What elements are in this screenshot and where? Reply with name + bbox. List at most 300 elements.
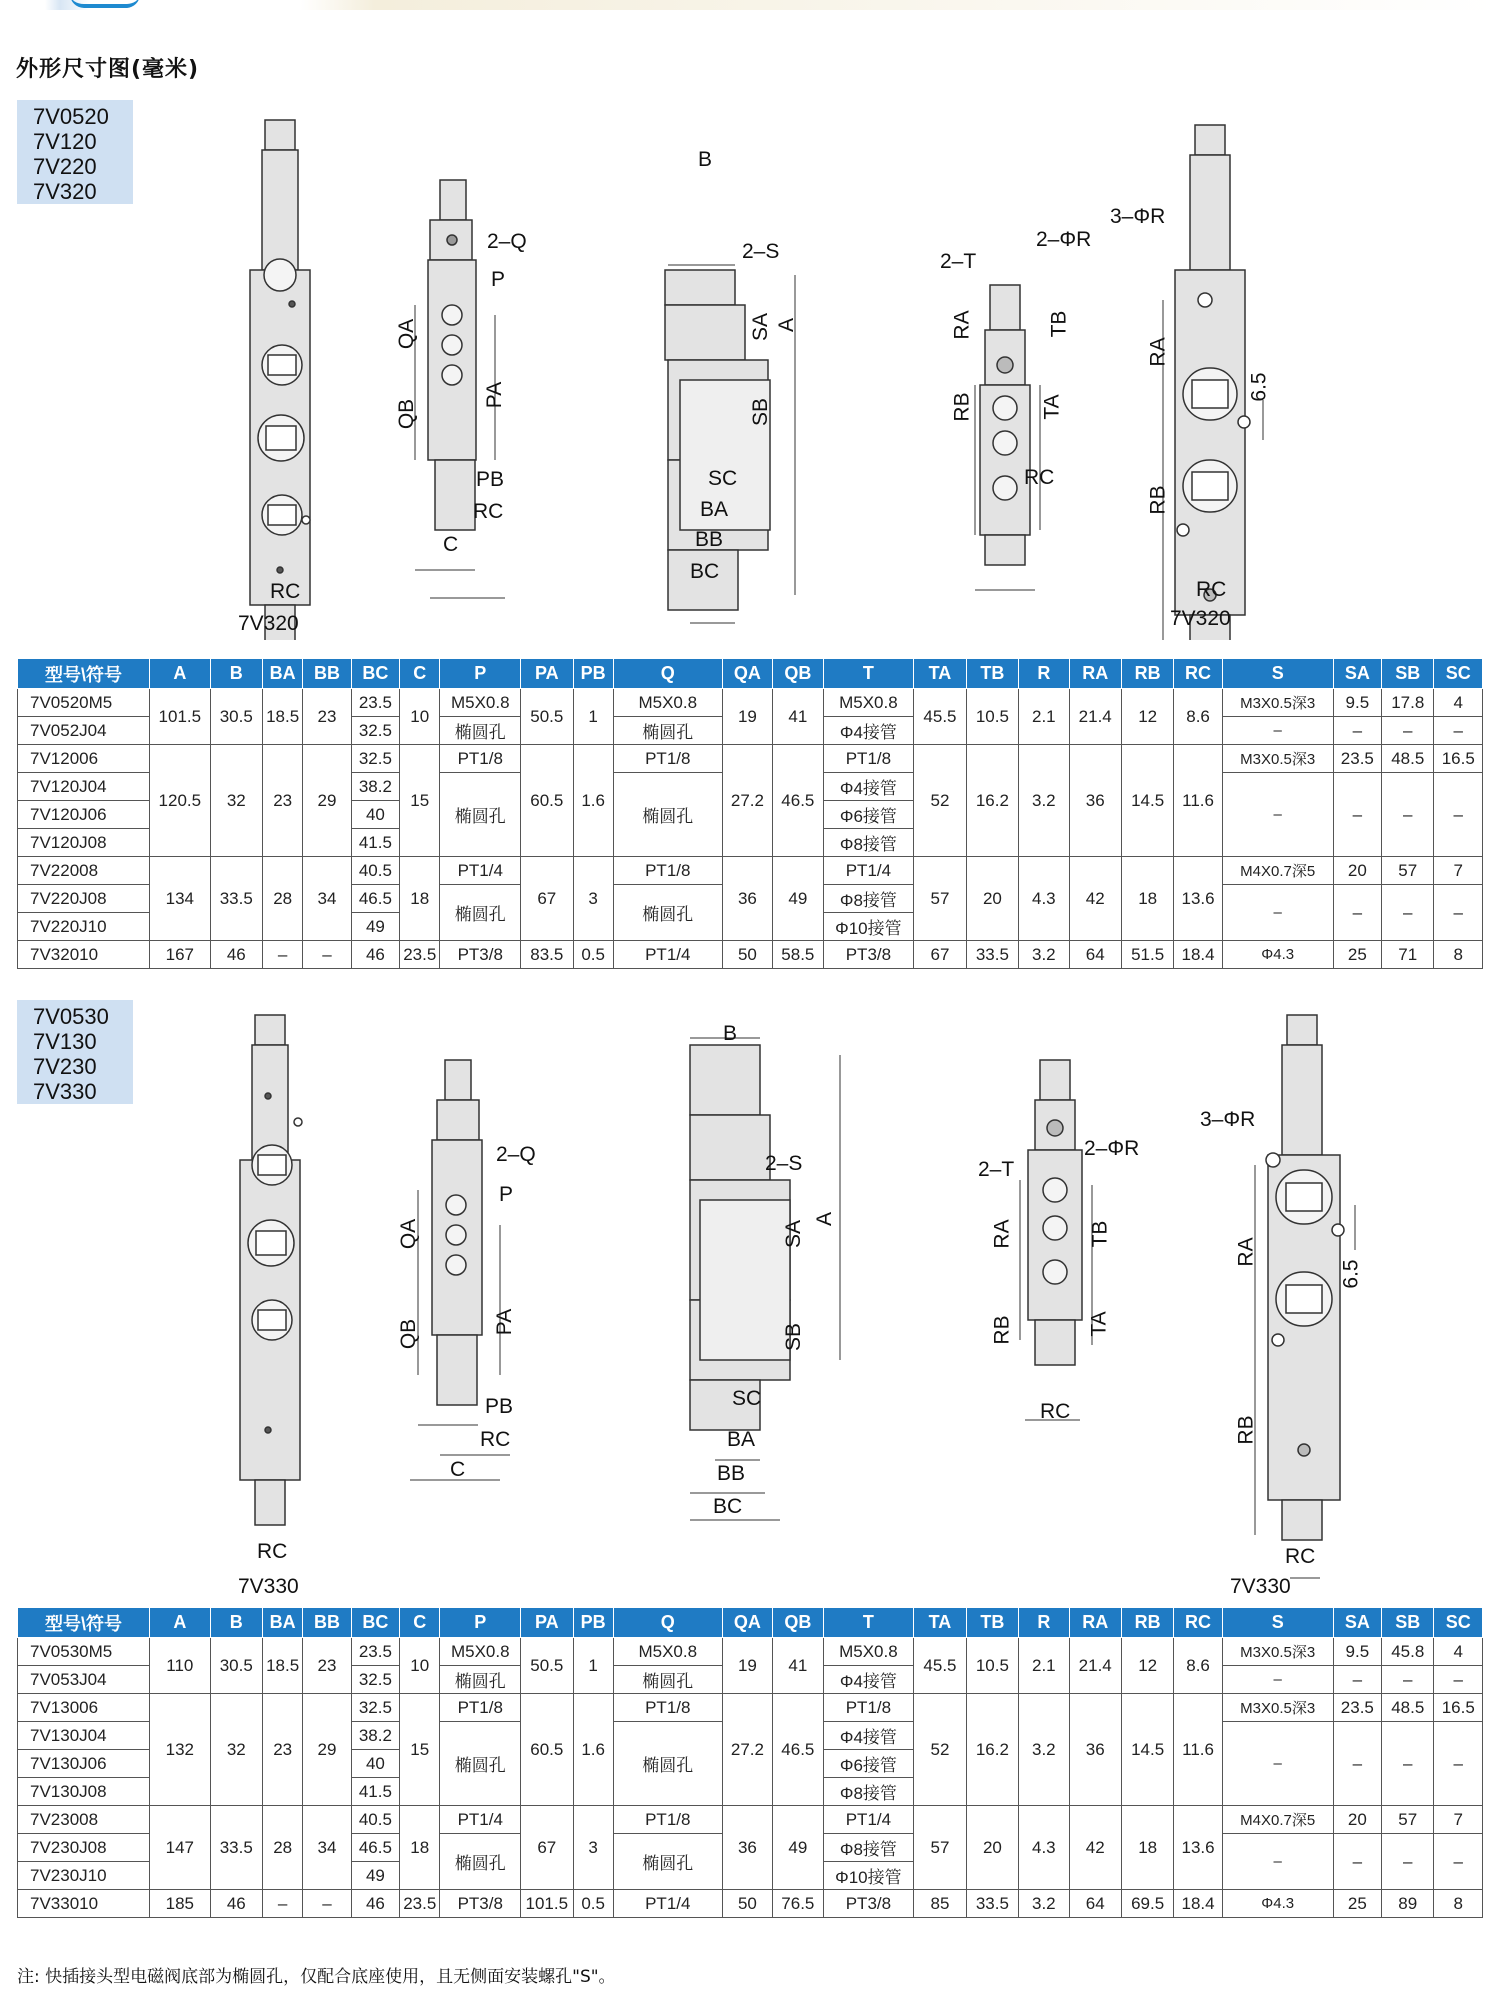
table-cell: 67 <box>521 1806 573 1890</box>
table-cell: 41.5 <box>351 1778 399 1806</box>
valve-elevation-view <box>690 1045 790 1430</box>
table-cell: 椭圆孔 <box>440 1666 521 1694</box>
table-cell: 46 <box>351 941 399 969</box>
table-cell: PT3/8 <box>823 1890 914 1918</box>
table-cell: PT1/8 <box>613 1806 722 1834</box>
table-cell: 1 <box>573 1638 613 1694</box>
table-cell: 19 <box>722 1638 772 1694</box>
table-cell: M3X0.5深3 <box>1222 745 1333 773</box>
table-cell: 21.4 <box>1069 1638 1121 1694</box>
table-cell: 25 <box>1333 941 1381 969</box>
table-cell: 49 <box>773 1806 823 1890</box>
table-cell: 7 <box>1434 857 1483 885</box>
table-row <box>18 1806 1483 1834</box>
table-cell: 50.5 <box>521 689 573 745</box>
table-cell: 8.6 <box>1174 689 1222 745</box>
table-cell: 10.5 <box>966 1638 1018 1694</box>
logo-arc <box>70 0 140 8</box>
table-cell: 85 <box>914 1890 966 1918</box>
table-header-cell: T <box>823 1608 914 1638</box>
table-cell: 23 <box>303 689 351 745</box>
table-cell: 46.5 <box>773 1694 823 1806</box>
table-header-cell: R <box>1019 1608 1069 1638</box>
dimension-drawings <box>0 100 1500 640</box>
table-cell: 46.5 <box>773 745 823 857</box>
table-cell: 101.5 <box>521 1890 573 1918</box>
table-header-cell: C <box>400 659 440 689</box>
model-label: 7V130 <box>33 1029 97 1054</box>
table-cell: 1 <box>573 689 613 745</box>
table-cell: 27.2 <box>722 1694 772 1806</box>
table-cell: 4 <box>1434 689 1483 717</box>
table-cell: 30.5 <box>210 689 262 745</box>
dim-label-ra: RA <box>1146 337 1170 367</box>
table-cell: M5X0.8 <box>613 1638 722 1666</box>
table-cell: – <box>1434 773 1483 857</box>
table-cell: 36 <box>1069 1694 1121 1806</box>
dim-label-sa: SA <box>782 1219 806 1249</box>
footnote: 注: 快插接头型电磁阀底部为椭圆孔，仅配合底座使用，且无侧面安装螺孔"S"。 <box>17 1967 616 1987</box>
table-cell: 7V130J06 <box>18 1750 150 1778</box>
table-header-cell: PB <box>573 1608 613 1638</box>
table-cell: Φ4接管 <box>823 717 914 745</box>
table-cell: 7V230J10 <box>18 1862 150 1890</box>
table-header-cell: 型号\符号 <box>18 659 150 689</box>
table-cell: – <box>1382 1722 1434 1806</box>
drawing-svg <box>0 100 1500 640</box>
table-cell: 14.5 <box>1121 745 1173 857</box>
table-header-cell: QB <box>773 659 823 689</box>
table-cell: 7V0520M5 <box>18 689 150 717</box>
dim-label-ta: TA <box>1040 394 1064 420</box>
table-header-cell: QA <box>722 659 772 689</box>
table-cell: 7V053J04 <box>18 1666 150 1694</box>
table-cell: Φ8接管 <box>823 1834 914 1862</box>
table-cell: – <box>1222 1834 1333 1890</box>
table-cell: PT3/8 <box>440 941 521 969</box>
table-cell: – <box>1222 885 1333 941</box>
table-cell: Φ6接管 <box>823 801 914 829</box>
dim-label-ba: BA <box>727 1428 756 1451</box>
valve-top-view <box>980 285 1030 565</box>
table-cell: – <box>1434 885 1483 941</box>
table-cell: M3X0.5深3 <box>1222 1638 1333 1666</box>
model-label: 7V120 <box>33 129 97 154</box>
dim-label-qa: QA <box>395 318 419 350</box>
model-label: 7V220 <box>33 154 97 179</box>
dim-label-ra: RA <box>1234 1237 1258 1267</box>
top-banner-strip <box>0 0 1500 10</box>
table-cell: – <box>1333 1834 1381 1890</box>
dim-label-ra: RA <box>950 310 974 340</box>
dim-label-p: P <box>499 1183 514 1206</box>
dim-label-rc: RC <box>473 500 504 523</box>
table-cell: 4.3 <box>1019 857 1069 941</box>
spec-table-2 <box>17 1607 1483 1918</box>
table-header-cell: TA <box>914 1608 966 1638</box>
dim-label-6-5: 6.5 <box>1339 1259 1363 1289</box>
table-cell: 23 <box>262 1694 302 1806</box>
dim-label-rc: RC <box>1040 1400 1071 1423</box>
table-cell: 11.6 <box>1174 1694 1222 1806</box>
table-header-cell: SB <box>1382 659 1434 689</box>
dim-label-2q: 2–Q <box>487 230 527 253</box>
table-cell: – <box>262 941 302 969</box>
table-cell: 7V220J08 <box>18 885 150 913</box>
table-cell: 15 <box>400 1694 440 1806</box>
table-cell: 18.5 <box>262 689 302 745</box>
dim-label-rc: RC <box>1024 466 1055 489</box>
table-cell: 76.5 <box>773 1890 823 1918</box>
table-header-cell: SC <box>1434 659 1483 689</box>
table-cell: 42 <box>1069 857 1121 941</box>
table-header-cell: T <box>823 659 914 689</box>
table-cell: 29 <box>303 1694 351 1806</box>
table-cell: 33.5 <box>210 1806 262 1890</box>
table-cell: 13.6 <box>1174 857 1222 941</box>
table-cell: 椭圆孔 <box>440 885 521 941</box>
dim-label-2r: 2–ΦR <box>1036 228 1092 251</box>
table-cell: 34 <box>303 857 351 941</box>
dim-label-ra: RA <box>990 1219 1014 1249</box>
table-cell: 4.3 <box>1019 1806 1069 1890</box>
table-cell: 147 <box>150 1806 210 1890</box>
dim-label-pb: PB <box>485 1395 514 1418</box>
table-cell: 3.2 <box>1019 1890 1069 1918</box>
table-cell: 10 <box>400 1638 440 1694</box>
table-header-cell: PA <box>521 659 573 689</box>
table-cell: 18 <box>400 857 440 941</box>
table-cell: 41 <box>773 1638 823 1694</box>
dim-label-ba: BA <box>700 498 729 521</box>
table-row <box>18 745 1483 773</box>
table-cell: 16.2 <box>966 745 1018 857</box>
page-title: 外形尺寸图(毫米) <box>16 57 200 82</box>
table-cell: 23.5 <box>1333 745 1381 773</box>
table-cell: 0.5 <box>573 1890 613 1918</box>
table-row <box>18 941 1483 969</box>
table-cell: – <box>1382 1834 1434 1890</box>
table-header-cell: PB <box>573 659 613 689</box>
table-cell: 9.5 <box>1333 1638 1381 1666</box>
table-cell: 18 <box>1121 857 1173 941</box>
table-cell: 27.2 <box>722 745 772 857</box>
table-cell: 69.5 <box>1121 1890 1173 1918</box>
table-cell: 50.5 <box>521 1638 573 1694</box>
table-header-cell: BB <box>303 659 351 689</box>
spec-table-1 <box>17 658 1483 969</box>
table-cell: 120.5 <box>150 745 210 857</box>
table-cell: 7V13006 <box>18 1694 150 1722</box>
table-cell: 7V230J08 <box>18 1834 150 1862</box>
table-cell: 2.1 <box>1019 1638 1069 1694</box>
table-cell: 椭圆孔 <box>613 1834 722 1890</box>
dim-label-p: P <box>491 268 506 291</box>
table-cell: 12 <box>1121 1638 1173 1694</box>
dim-label-tb: TB <box>1047 310 1071 338</box>
dim-label-b: B <box>698 148 713 171</box>
table-header-cell: TB <box>966 1608 1018 1638</box>
table-cell: – <box>1222 1666 1333 1694</box>
dim-label-rc: RC <box>1285 1545 1316 1568</box>
table-cell: 7V22008 <box>18 857 150 885</box>
table-cell: 101.5 <box>150 689 210 745</box>
table-cell: 椭圆孔 <box>440 1834 521 1890</box>
table-cell: M3X0.5深3 <box>1222 1694 1333 1722</box>
table-cell: 18 <box>400 1806 440 1890</box>
table-cell: 椭圆孔 <box>440 1722 521 1806</box>
table-cell: M4X0.7深5 <box>1222 1806 1333 1834</box>
table-cell: 46.5 <box>351 885 399 913</box>
table-cell: M4X0.7深5 <box>1222 857 1333 885</box>
dim-label-bb: BB <box>717 1462 746 1485</box>
table-cell: 52 <box>914 745 966 857</box>
valve-front-view <box>240 1015 302 1525</box>
table-cell: 51.5 <box>1121 941 1173 969</box>
table-cell: Φ4.3 <box>1222 941 1333 969</box>
table-header-cell: A <box>150 1608 210 1638</box>
table-cell: Φ8接管 <box>823 1778 914 1806</box>
table-header-cell: S <box>1222 1608 1333 1638</box>
table-row <box>18 857 1483 885</box>
table-cell: PT1/8 <box>613 1694 722 1722</box>
model-label: 7V230 <box>33 1054 97 1079</box>
table-header-cell: RC <box>1174 1608 1222 1638</box>
table-header-cell: SA <box>1333 659 1381 689</box>
table-cell: PT1/8 <box>613 857 722 885</box>
table-cell: 46 <box>210 941 262 969</box>
drawing-caption-left: 7V330 <box>238 1575 299 1598</box>
table-header-cell: SA <box>1333 1608 1381 1638</box>
table-cell: 23 <box>303 1638 351 1694</box>
table-cell: 23.5 <box>351 689 399 717</box>
table-cell: – <box>1382 717 1434 745</box>
table-cell: PT1/4 <box>613 1890 722 1918</box>
table-header-cell: R <box>1019 659 1069 689</box>
table-cell: 23.5 <box>351 1638 399 1666</box>
table-cell: 8 <box>1434 941 1483 969</box>
table-cell: PT1/8 <box>440 1694 521 1722</box>
table-cell: PT1/8 <box>613 745 722 773</box>
dim-label-bb: BB <box>695 528 724 551</box>
table-cell: 25 <box>1333 1890 1381 1918</box>
table-header-cell: B <box>210 659 262 689</box>
table-cell: – <box>1222 773 1333 857</box>
dim-label-sb: SB <box>749 397 773 427</box>
table-cell: 椭圆孔 <box>613 717 722 745</box>
table-cell: 132 <box>150 1694 210 1806</box>
dim-label-ta: TA <box>1087 1311 1111 1337</box>
table-cell: 18 <box>1121 1806 1173 1890</box>
table-header-cell: PA <box>521 1608 573 1638</box>
table-cell: Φ4.3 <box>1222 1890 1333 1918</box>
table-cell: 33.5 <box>966 1890 1018 1918</box>
table-cell: – <box>1434 717 1483 745</box>
valve-bottom-view <box>1266 1015 1344 1540</box>
table-cell: – <box>1434 1834 1483 1890</box>
valve-side-view <box>428 180 476 530</box>
table-header-cell: QA <box>722 1608 772 1638</box>
dim-label-2t: 2–T <box>940 250 977 273</box>
dim-label-qb: QB <box>397 1318 421 1350</box>
table-cell: 36 <box>1069 745 1121 857</box>
table-header-cell: C <box>400 1608 440 1638</box>
table-cell: 50 <box>722 941 772 969</box>
table-cell: M5X0.8 <box>613 689 722 717</box>
table-cell: PT1/4 <box>440 1806 521 1834</box>
table-cell: 28 <box>262 1806 302 1890</box>
table-cell: – <box>1434 1666 1483 1694</box>
table-cell: 49 <box>351 913 399 941</box>
dim-label-rc: RC <box>270 580 301 603</box>
table-cell: 3.2 <box>1019 941 1069 969</box>
table-cell: Φ8接管 <box>823 885 914 913</box>
table-cell: 7V32010 <box>18 941 150 969</box>
table-cell: 3 <box>573 1806 613 1890</box>
dim-label-3r: 3–ΦR <box>1110 205 1166 228</box>
table-cell: 42 <box>1069 1806 1121 1890</box>
table-cell: PT3/8 <box>823 941 914 969</box>
table-cell: – <box>262 1890 302 1918</box>
table-cell: 50 <box>722 1890 772 1918</box>
table-cell: 45.5 <box>914 1638 966 1694</box>
table-cell: 32 <box>210 745 262 857</box>
table-cell: 67 <box>914 941 966 969</box>
table-cell: 18.4 <box>1174 1890 1222 1918</box>
model-label: 7V0520 <box>33 104 109 129</box>
table-cell: 40 <box>351 801 399 829</box>
table-cell: 67 <box>521 857 573 941</box>
table-cell: 9.5 <box>1333 689 1381 717</box>
dim-label-tb: TB <box>1088 1220 1112 1248</box>
table-cell: 45.8 <box>1382 1638 1434 1666</box>
table-header-cell: A <box>150 659 210 689</box>
table-cell: 7V052J04 <box>18 717 150 745</box>
dim-label-2s: 2–S <box>765 1152 803 1175</box>
table-cell: 16.5 <box>1434 745 1483 773</box>
dimension-drawings <box>0 1000 1500 1605</box>
table-cell: 19 <box>722 689 772 745</box>
table-cell: – <box>1434 1722 1483 1806</box>
table-row <box>18 1890 1483 1918</box>
table-cell: PT1/4 <box>613 941 722 969</box>
table-cell: M5X0.8 <box>823 1638 914 1666</box>
table-cell: – <box>1333 717 1381 745</box>
table-cell: 36 <box>722 1806 772 1890</box>
table-cell: 57 <box>914 1806 966 1890</box>
table-cell: 1.6 <box>573 745 613 857</box>
table-cell: 41 <box>773 689 823 745</box>
table-cell: 10 <box>400 689 440 745</box>
table-cell: 20 <box>1333 857 1381 885</box>
dim-label-qb: QB <box>395 398 419 430</box>
table-header-cell: RB <box>1121 1608 1173 1638</box>
table-header-cell: P <box>440 1608 521 1638</box>
table-cell: Φ8接管 <box>823 829 914 857</box>
table-cell: PT1/8 <box>823 745 914 773</box>
table-header-cell: QB <box>773 1608 823 1638</box>
valve-bottom-view <box>1175 125 1250 640</box>
table-cell: 23.5 <box>400 1890 440 1918</box>
dim-label-sc: SC <box>732 1387 762 1410</box>
table-cell: 17.8 <box>1382 689 1434 717</box>
model-label: 7V0530 <box>33 1004 109 1029</box>
table-cell: – <box>1382 1666 1434 1694</box>
table-cell: 185 <box>150 1890 210 1918</box>
table-header-cell: TB <box>966 659 1018 689</box>
table-cell: 20 <box>1333 1806 1381 1834</box>
table-cell: 32.5 <box>351 745 399 773</box>
table-cell: 71 <box>1382 941 1434 969</box>
dim-label-bc: BC <box>690 560 720 583</box>
drawing-caption-right: 7V330 <box>1230 1575 1291 1598</box>
table-cell: 16.2 <box>966 1694 1018 1806</box>
table-cell: 7V33010 <box>18 1890 150 1918</box>
table-cell: M5X0.8 <box>823 689 914 717</box>
table-cell: – <box>303 1890 351 1918</box>
table-cell: 134 <box>150 857 210 941</box>
table-header-cell: P <box>440 659 521 689</box>
table-cell: – <box>303 941 351 969</box>
table-cell: Φ10接管 <box>823 913 914 941</box>
table-cell: 41.5 <box>351 829 399 857</box>
table-cell: 49 <box>351 1862 399 1890</box>
table-row <box>18 1694 1483 1722</box>
table-cell: 23.5 <box>400 941 440 969</box>
dim-label-c: C <box>443 533 459 556</box>
table-cell: 46 <box>210 1890 262 1918</box>
table-cell: Φ4接管 <box>823 1722 914 1750</box>
table-cell: 8 <box>1434 1890 1483 1918</box>
valve-top-view <box>1028 1060 1082 1365</box>
table-cell: 7V0530M5 <box>18 1638 150 1666</box>
table-cell: 2.1 <box>1019 689 1069 745</box>
table-cell: 椭圆孔 <box>613 1722 722 1806</box>
table-cell: 16.5 <box>1434 1694 1483 1722</box>
dim-label-rb: RB <box>1234 1415 1258 1445</box>
dim-label-sb: SB <box>782 1322 806 1352</box>
model-label: 7V330 <box>33 1079 97 1104</box>
dim-label-2s: 2–S <box>742 240 780 263</box>
table-cell: 40.5 <box>351 857 399 885</box>
table-header-cell: RC <box>1174 659 1222 689</box>
table-cell: 52 <box>914 1694 966 1806</box>
table-cell: 48.5 <box>1382 745 1434 773</box>
table-cell: 20 <box>966 1806 1018 1890</box>
table-cell: 10.5 <box>966 689 1018 745</box>
table-cell: 7V130J04 <box>18 1722 150 1750</box>
table-cell: 30.5 <box>210 1638 262 1694</box>
table-cell: 110 <box>150 1638 210 1694</box>
table-cell: 23.5 <box>1333 1694 1381 1722</box>
table-cell: PT1/4 <box>823 1806 914 1834</box>
table-cell: PT1/4 <box>823 857 914 885</box>
table-header-cell: SC <box>1434 1608 1483 1638</box>
table-header-cell: Q <box>613 1608 722 1638</box>
dim-label-rb: RB <box>1146 485 1170 515</box>
table-cell: 21.4 <box>1069 689 1121 745</box>
table-cell: 18.5 <box>262 1638 302 1694</box>
table-header-cell: BC <box>351 659 399 689</box>
dim-label-qa: QA <box>397 1218 421 1250</box>
table-cell: 40 <box>351 1750 399 1778</box>
table-cell: 38.2 <box>351 773 399 801</box>
table-cell: 58.5 <box>773 941 823 969</box>
table-cell: 椭圆孔 <box>613 1666 722 1694</box>
dim-label-rc: RC <box>1196 578 1227 601</box>
table-cell: 0.5 <box>573 941 613 969</box>
table-cell: Φ10接管 <box>823 1862 914 1890</box>
